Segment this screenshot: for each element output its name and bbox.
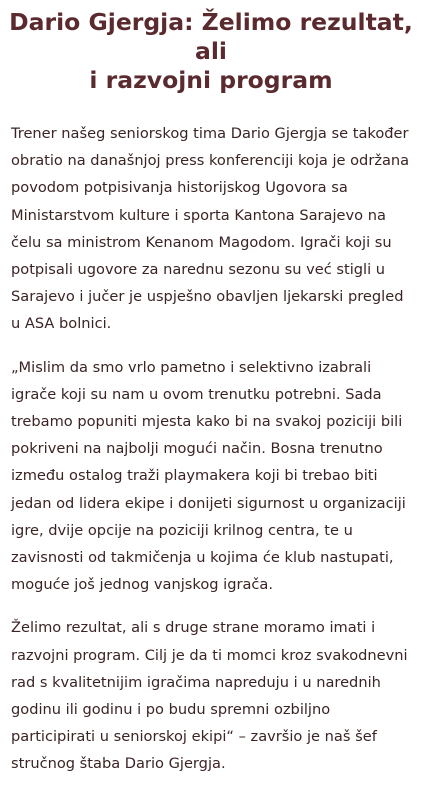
article-title	[0, 0, 422, 95]
article-title-line-1: Dario Gjergja: Želimo rezultat, ali	[9, 8, 413, 65]
article-paragraph-3: Želimo rezultat, ali s druge strane moramo imati i razvojni program. Cilj je da ti momci kroz svakodnevni rad s kvalitetnijim igračima napreduju i u narednih godinu ili godinu i po budu spremni ozbiljno participirati u seniorskoj ekipi“ – završio je naš šef stručnog štaba Dario Gjergja.	[11, 619, 408, 773]
article-paragraph-2: „Mislim da smo vrlo pametno i selektivno izabrali igrače koji su nam u ovom trenutku potrebni. Sada trebamo popuniti mjesta kako bi na svakoj poziciji bili pokriveni na najbolji mogući način. Bosna trenutno između ostalog traži playmakera koji bi trebao biti jedan od lidera ekipe i donijeti sigurnost u organizaciji igre, dvije opcije na poziciji krilnog centra, te u zavisnosti od takmičenja u kojima će klub nastupati, moguće još jednog vanjskog igrača.	[11, 358, 406, 594]
article-paragraph-1: Trener našeg seniorskog tima Dario Gjergja se također obratio na današnjoj press konferenciji koja je održana povodom potpisivanja historijskog Ugovora sa Ministarstvom kulture i sporta Kantona Sarajevo na čelu sa ministrom Kenanom Magodom. Igrači koji su potpisali ugovore za narednu sezonu su već stigli u Sarajevo i jučer je uspješno obavljen ljekarski pregled u ASA bolnici.	[11, 125, 410, 333]
article-body	[0, 120, 422, 778]
article-title-line-2: i razvojni program	[89, 66, 333, 94]
